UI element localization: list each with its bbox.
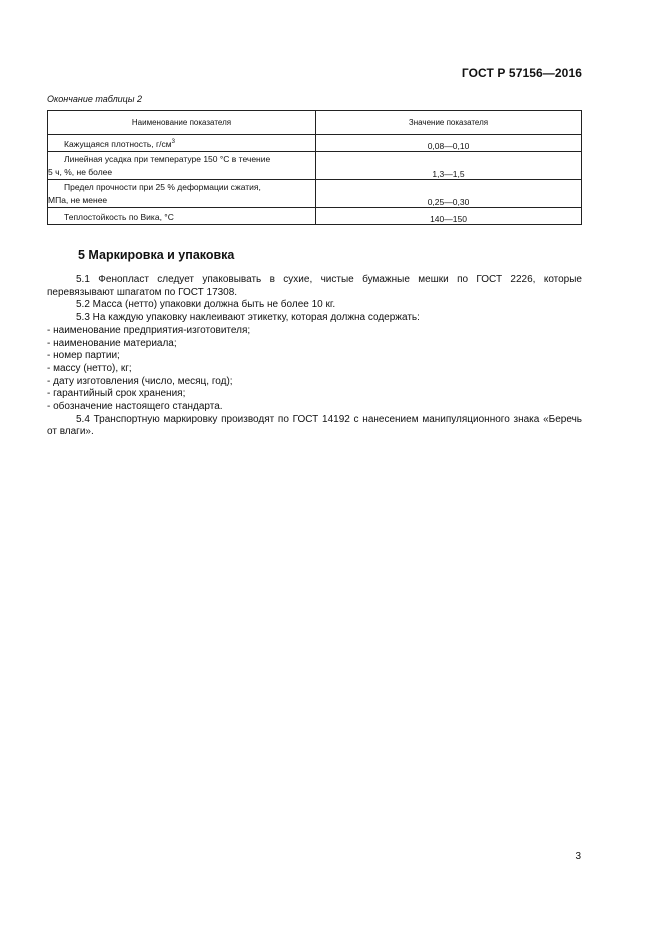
table-row [48,180,582,208]
property-value-cell: 0,08—0,10 [316,135,582,152]
list-item: - массу (нетто), кг; [47,362,132,374]
paragraph-5-3: 5.3 На каждую упаковку наклеивают этикетку, которая должна содержать: [76,312,420,324]
list-item: - наименование предприятия-изготовителя; [47,324,251,336]
property-name-cell [48,152,316,180]
page-number: 3 [575,851,581,862]
paragraph-5-2: 5.2 Масса (нетто) упаковки должна быть не более 10 кг. [76,299,336,311]
column-header-value: Значение показателя [316,111,582,135]
document-code: ГОСТ Р 57156—2016 [461,66,582,80]
table-header-row [48,111,582,135]
property-name-line: Теплостойкость по Вика, °С [64,212,174,222]
table-row [48,208,582,225]
table-caption: Окончание таблицы 2 [47,94,142,104]
paragraph-5-4 [47,414,582,439]
list-item: - наименование материала; [47,337,177,349]
table-row [48,135,582,152]
property-name-line: Предел прочности при 25 % деформации сжатия, [64,182,261,192]
paragraph-line: перевязывают шпагатом по ГОСТ 17308. [47,286,238,298]
paragraph-line: «Беречь от влаги». [47,413,582,438]
list-item: - дату изготовления (число, месяц, год); [47,375,233,387]
section-body [47,274,582,439]
list-item: - номер партии; [47,350,120,362]
column-header-name: Наименование показателя [48,111,316,135]
paragraph-line: 5.4 Транспортную маркировку производят по ГОСТ 14192 с нанесением манипуляционного знака [76,413,540,425]
paragraph-line: 5.1 Фенопласт следует упаковывать в сухие, чистые бумажные мешки по ГОСТ 2226, которые [76,274,582,285]
unit-superscript: 3 [171,139,175,146]
list-item: - гарантийный срок хранения; [47,388,186,400]
property-name-cell [48,135,316,152]
property-value-cell: 1,3—1,5 [316,152,582,180]
property-value-cell: 140—150 [316,208,582,225]
property-name-line: МПа, не менее [48,195,108,205]
property-name-cell [48,208,316,225]
table-row [48,152,582,180]
property-name-line: 5 ч, %, не более [48,167,113,177]
property-name-cell [48,180,316,208]
property-value-cell: 0,25—0,30 [316,180,582,208]
list-item: - обозначение настоящего стандарта. [47,401,223,413]
property-name-line: Кажущаяся плотность, $г/см^3$ [64,139,175,149]
paragraph-5-1 [47,274,582,299]
section-heading: 5 Маркировка и упаковка [78,248,235,262]
property-name-line: Линейная усадка при температуре 150 °С в течение [64,154,271,164]
properties-table [47,110,582,225]
